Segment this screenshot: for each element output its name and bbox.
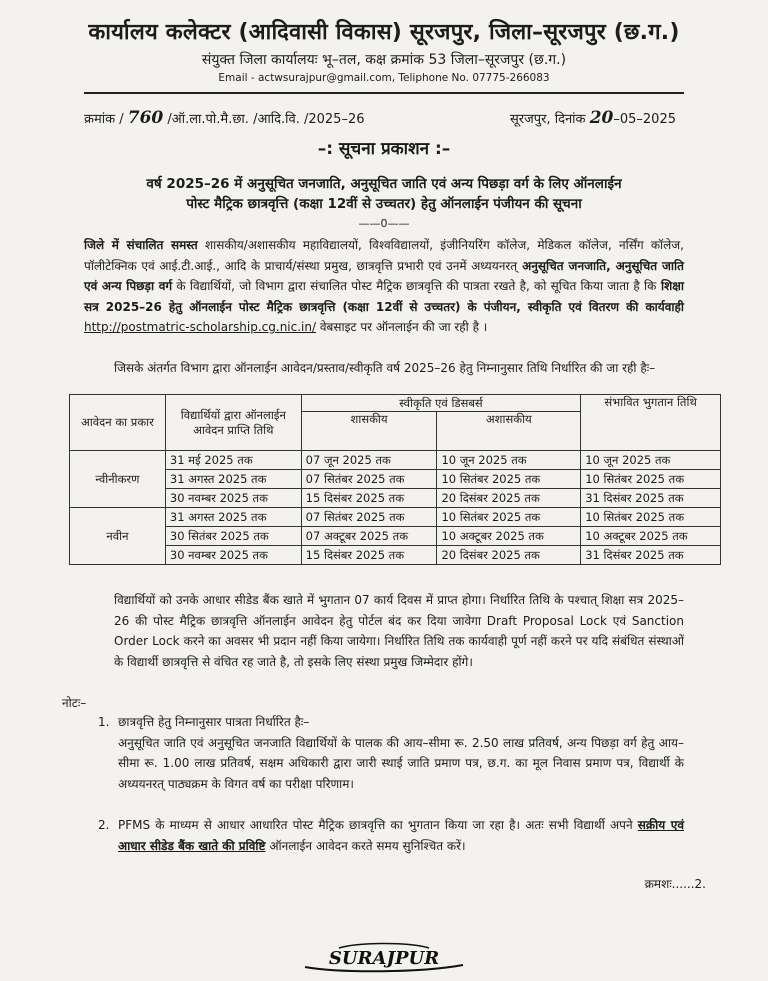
paragraph-schedule-intro: जिसके अंतर्गत विभाग द्वारा ऑनलाईन आवेदन/प्रस्ताव/स्वीकृति वर्ष 2025–26 हेतु निम्नानुसार तिथि निर्धारित की जा रही हैः– [114, 361, 656, 375]
portal-link[interactable]: http://postmatric-scholarship.cg.nic.in/ [84, 320, 317, 335]
table-cell: 10 अक्टूबर 2025 तक [581, 527, 721, 546]
paragraph-intro [84, 235, 684, 338]
note-1-number: 1. [98, 715, 110, 729]
intro-bold-a: जिले में संचालित समस्त [84, 238, 198, 252]
table-cell: 31 मई 2025 तक [165, 451, 301, 470]
note-2-emphasis: सक्रीय एवं आधार सीडेड बैंक खाते की प्रविष्टि [118, 818, 685, 853]
subject-line-1: वर्ष 2025–26 में अनुसूचित जनजाति, अनुसूचित जाति एवं अन्य पिछड़ा वर्ग के लिए ऑनलाईन [146, 176, 622, 192]
handwritten-day: 20 [589, 108, 614, 128]
table-cell: 07 सितंबर 2025 तक [301, 470, 437, 489]
office-contact: Email - actwsurajpur@gmail.com, Teliphone No. 07775-266083 [218, 72, 550, 84]
table-cell: 10 सितंबर 2025 तक [437, 470, 581, 489]
table-cell: 10 सितंबर 2025 तक [581, 508, 721, 527]
table-cell: 31 अगस्त 2025 तक [165, 470, 301, 489]
date-rest: –05–2025 [613, 112, 676, 127]
table-cell: 07 अक्टूबर 2025 तक [301, 527, 437, 546]
category-new: नवीन [70, 508, 166, 565]
surajpur-logo-icon [299, 940, 469, 974]
reference-line [84, 108, 676, 128]
notice-title: –: सूचना प्रकाशन :– [317, 139, 451, 159]
intro-text-f: वेबसाइट पर ऑनलाईन की जा रही है । [316, 320, 488, 335]
note-2-text-c: ऑनलाईन आवेदन करते समय सुनिश्चित करें। [265, 838, 466, 853]
table-cell: 10 अक्टूबर 2025 तक [437, 527, 581, 546]
note-1-heading: छात्रवृत्ति हेतु निम्नानुसार पात्रता निर्धारित हैः– [118, 715, 310, 729]
surajpur-logo [0, 940, 768, 978]
place-date [510, 108, 676, 128]
col-header-gov: शासकीय [301, 412, 437, 451]
table-row [70, 508, 721, 527]
table-row [70, 527, 721, 546]
note-2 [98, 815, 685, 856]
table-cell: 15 दिसंबर 2025 तक [301, 546, 437, 565]
table-cell: 30 नवम्बर 2025 तक [165, 546, 301, 565]
table-cell: 07 सितंबर 2025 तक [301, 508, 437, 527]
place-date-label: सूरजपुर, दिनांक [509, 112, 586, 127]
subject [88, 174, 680, 214]
col-header-nongov: अशासकीय [437, 412, 581, 451]
col-header-sanction: स्वीकृति एवं डिसबर्स [301, 395, 581, 412]
table-row [70, 451, 721, 470]
intro-text-d: के विद्यार्थियों, जो विभाग द्वारा संचालित पोस्ट मैट्रिक छात्रवृत्ति की पात्रता रखते है, को सूचित किया जाता है कि [172, 279, 657, 294]
continued-marker: क्रमशः......2. [644, 877, 706, 891]
office-title: कार्यालय कलेक्टर (आदिवासी विकास) सूरजपुर, जिला–सूरजपुर (छ.ग.) [88, 20, 680, 45]
reference-number [84, 108, 365, 128]
table-cell: 20 दिसंबर 2025 तक [437, 489, 581, 508]
col-header-student-date: विद्यार्थियों द्वारा ऑनलाईन आवेदन प्राप्ति तिथि [165, 395, 301, 451]
table-cell: 31 दिसंबर 2025 तक [581, 546, 721, 565]
table-cell: 10 सितंबर 2025 तक [581, 470, 721, 489]
office-address: संयुक्त जिला कार्यालयः भू–तल, कक्ष क्रमांक 53 जिला–सूरजपुर (छ.ग.) [201, 52, 567, 68]
table-cell: 31 अगस्त 2025 तक [165, 508, 301, 527]
separator: ——0—— [358, 217, 410, 230]
table-cell: 07 जून 2025 तक [301, 451, 437, 470]
subject-line-2: पोस्ट मैट्रिक छात्रवृत्ति (कक्षा 12वीं से उच्चतर) हेतु ऑनलाईन पंजीयन की सूचना [186, 196, 582, 212]
note-1-body: अनुसूचित जाति एवं अनुसूचित जनजाति विद्यार्थियों के पालक की आय–सीमा रू. 2.50 लाख प्रतिवर्ष, अन्य पिछड़ा वर्ग हेतु आय–सीमा रू. 1.00 लाख प्रतिवर्ष, सक्षम अधिकारी द्वारा जारी स्थाई जाति प्रमाण पत्र, छ.ग. का मूल निवास प्रमाण पत्र, विद्यार्थी के अध्ययनरत् पाठ्यक्रम के विगत वर्ष का परीक्षा परिणाम। [118, 735, 684, 791]
table-cell: 31 दिसंबर 2025 तक [581, 489, 721, 508]
header-divider [84, 92, 684, 94]
table-cell: 10 सितंबर 2025 तक [437, 508, 581, 527]
reference-code: /ऑ.ला.पो.मै.छा. /आदि.वि. /2025–26 [167, 112, 365, 127]
table-cell: 15 दिसंबर 2025 तक [301, 489, 437, 508]
table-cell: 10 जून 2025 तक [581, 451, 721, 470]
handwritten-number: 760 [127, 108, 164, 128]
surajpur-logo-text: SURAJPUR [328, 948, 440, 969]
note-2-number: 2. [98, 818, 110, 832]
table-cell: 20 दिसंबर 2025 तक [437, 546, 581, 565]
intro-bold-e: शिक्षा सत्र 2025–26 हेतु ऑनलाईन पोस्ट मैट्रिक छात्रवृत्ति (कक्षा 12वीं से उच्चतर) के पंजीयन, स्वीकृति एवं वितरण की कार्यवाही [84, 279, 684, 314]
table-cell: 10 जून 2025 तक [437, 451, 581, 470]
paragraph-payment-info: विद्यार्थियों को उनके आधार सीडेड बैंक खाते में भुगतान 07 कार्य दिवस में प्राप्त होगा। निर्धारित तिथि के पश्चात् शिक्षा सत्र 2025–26 की पोस्ट मैट्रिक छात्रवृत्ति ऑनलाईन आवेदन हेतु पोर्टल बंद कर दिया जावेगा Draft Proposal Lock एवं Sanction Order Lock करने का अवसर भी प्रदान नहीं किया जायेगा। निर्धारित तिथि तक कार्यवाही पूर्ण नहीं करने पर यदि संबंधित संस्थाओं के विद्यार्थी छात्रवृत्ति से वंचित रह जाते है, तो इसके लिए संस्था प्रमुख जिम्मेदार होंगे। [114, 593, 684, 669]
note-1 [98, 712, 684, 794]
intro-bold-c: अनुसूचित जनजाति, अनुसूचित जाति एवं अन्य पिछड़ा वर्ग [84, 258, 684, 294]
table-cell: 30 सितंबर 2025 तक [165, 527, 301, 546]
col-header-type: आवेदन का प्रकार [70, 395, 166, 451]
reference-prefix: क्रमांक / [84, 112, 124, 127]
intro-text-b: शासकीय/अशासकीय महाविद्यालयों, विश्वविद्यालयों, इंजीनियरिंग कॉलेज, मेडिकल कॉलेज, नर्सिंग कॉलेज, पॉलीटेक्निक एवं आई.टी.आई., आदि के प्राचार्य/संस्था प्रमुख, छात्रवृत्ति प्रभारी एवं उनमें अध्ययनरत् [84, 238, 684, 273]
schedule-table [69, 394, 721, 565]
table-row [70, 546, 721, 565]
table-cell: 30 नवम्बर 2025 तक [165, 489, 301, 508]
category-renewal: न्वीनीकरण [70, 451, 166, 508]
table-row [70, 470, 721, 489]
note-2-text-a: PFMS के माध्यम से आधार आधारित पोस्ट मैट्रिक छात्रवृत्ति का भुगतान किया जा रहा है। अतः सभी विद्यार्थी अपने [118, 818, 638, 832]
table-row [70, 489, 721, 508]
notes-label: नोटः– [62, 696, 87, 710]
col-header-payment: संभावित भुगतान तिथि [581, 395, 721, 451]
